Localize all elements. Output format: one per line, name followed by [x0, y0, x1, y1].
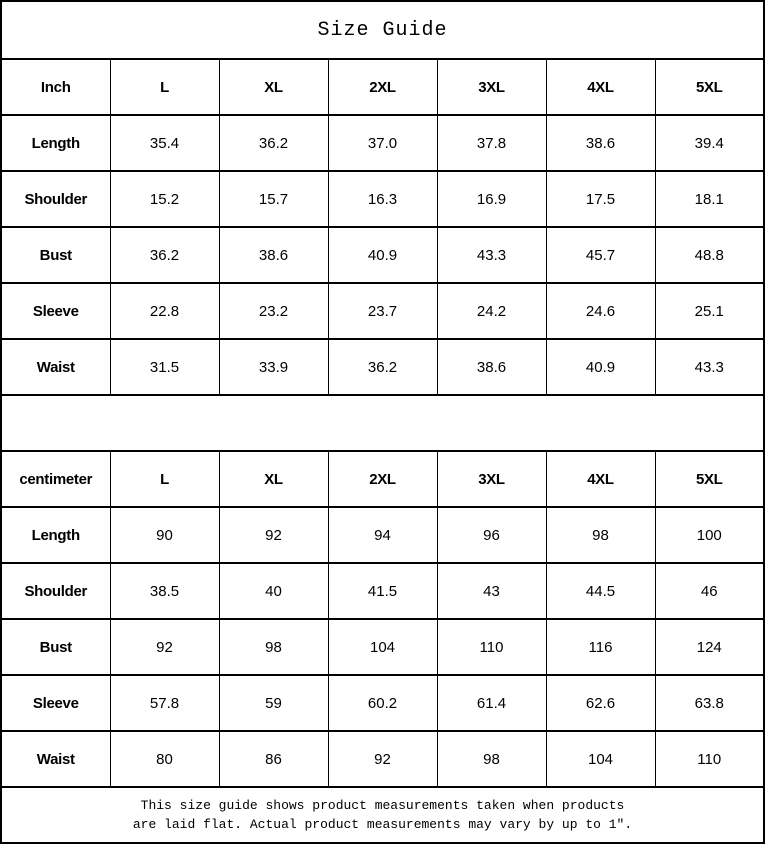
measurement-value: 15.7 [219, 171, 328, 227]
measurement-label: Length [1, 507, 110, 563]
measurement-value: 43.3 [655, 339, 764, 395]
measurement-value: 18.1 [655, 171, 764, 227]
measurement-value: 94 [328, 507, 437, 563]
measurement-value: 124 [655, 619, 764, 675]
measurement-value: 36.2 [328, 339, 437, 395]
measurement-value: 36.2 [110, 227, 219, 283]
measurement-label: Bust [1, 227, 110, 283]
footer-line-2: are laid flat. Actual product measurements may vary by up to 1″. [132, 817, 633, 832]
size-header-4xl: 4XL [546, 59, 655, 115]
measurement-value: 92 [328, 731, 437, 787]
measurement-value: 38.6 [219, 227, 328, 283]
table-row-cm-length [1, 507, 764, 563]
size-header-5xl: 5XL [655, 59, 764, 115]
measurement-value: 100 [655, 507, 764, 563]
size-header-2xl: 2XL [328, 59, 437, 115]
measurement-value: 110 [437, 619, 546, 675]
inch-header-row [1, 59, 764, 115]
measurement-value: 46 [655, 563, 764, 619]
measurement-value: 16.3 [328, 171, 437, 227]
unit-header-inch: Inch [1, 59, 110, 115]
measurement-value: 80 [110, 731, 219, 787]
measurement-value: 62.6 [546, 675, 655, 731]
measurement-value: 15.2 [110, 171, 219, 227]
table-row-cm-waist [1, 731, 764, 787]
table-row-inch-waist [1, 339, 764, 395]
measurement-label: Waist [1, 731, 110, 787]
measurement-value: 92 [219, 507, 328, 563]
table-row-inch-shoulder [1, 171, 764, 227]
measurement-value: 23.2 [219, 283, 328, 339]
measurement-value: 57.8 [110, 675, 219, 731]
title-row [1, 1, 764, 59]
measurement-label: Shoulder [1, 563, 110, 619]
spacer-row [1, 395, 764, 451]
measurement-value: 45.7 [546, 227, 655, 283]
measurement-value: 33.9 [219, 339, 328, 395]
measurement-value: 38.6 [546, 115, 655, 171]
measurement-value: 35.4 [110, 115, 219, 171]
measurement-value: 86 [219, 731, 328, 787]
measurement-value: 40.9 [546, 339, 655, 395]
footer-note [1, 787, 764, 843]
unit-header-centimeter: centimeter [1, 451, 110, 507]
measurement-label: Waist [1, 339, 110, 395]
measurement-value: 116 [546, 619, 655, 675]
measurement-label: Bust [1, 619, 110, 675]
measurement-value: 37.0 [328, 115, 437, 171]
size-header-4xl: 4XL [546, 451, 655, 507]
measurement-value: 22.8 [110, 283, 219, 339]
measurement-value: 24.2 [437, 283, 546, 339]
size-header-5xl: 5XL [655, 451, 764, 507]
size-header-2xl: 2XL [328, 451, 437, 507]
measurement-value: 25.1 [655, 283, 764, 339]
measurement-value: 37.8 [437, 115, 546, 171]
cm-header-row [1, 451, 764, 507]
measurement-value: 39.4 [655, 115, 764, 171]
measurement-value: 24.6 [546, 283, 655, 339]
size-header-xl: XL [219, 451, 328, 507]
table-row-cm-bust [1, 619, 764, 675]
measurement-value: 96 [437, 507, 546, 563]
measurement-value: 60.2 [328, 675, 437, 731]
measurement-value: 61.4 [437, 675, 546, 731]
measurement-value: 43 [437, 563, 546, 619]
size-header-3xl: 3XL [437, 59, 546, 115]
measurement-value: 104 [546, 731, 655, 787]
measurement-value: 36.2 [219, 115, 328, 171]
measurement-value: 90 [110, 507, 219, 563]
measurement-value: 48.8 [655, 227, 764, 283]
measurement-label: Sleeve [1, 675, 110, 731]
measurement-value: 92 [110, 619, 219, 675]
table-row-inch-bust [1, 227, 764, 283]
measurement-value: 44.5 [546, 563, 655, 619]
measurement-value: 40.9 [328, 227, 437, 283]
measurement-value: 17.5 [546, 171, 655, 227]
measurement-value: 59 [219, 675, 328, 731]
measurement-value: 104 [328, 619, 437, 675]
measurement-value: 16.9 [437, 171, 546, 227]
size-header-l: L [110, 451, 219, 507]
page-title: Size Guide [1, 1, 764, 59]
measurement-value: 38.5 [110, 563, 219, 619]
measurement-label: Length [1, 115, 110, 171]
measurement-value: 110 [655, 731, 764, 787]
footer-row [1, 787, 764, 843]
table-row-cm-sleeve [1, 675, 764, 731]
measurement-label: Sleeve [1, 283, 110, 339]
spacer-cell [1, 395, 764, 451]
footer-line-1: This size guide shows product measurements taken when products [140, 798, 625, 813]
measurement-value: 43.3 [437, 227, 546, 283]
measurement-value: 98 [437, 731, 546, 787]
size-header-xl: XL [219, 59, 328, 115]
measurement-value: 63.8 [655, 675, 764, 731]
measurement-label: Shoulder [1, 171, 110, 227]
measurement-value: 40 [219, 563, 328, 619]
size-header-3xl: 3XL [437, 451, 546, 507]
table-row-inch-length [1, 115, 764, 171]
measurement-value: 98 [546, 507, 655, 563]
measurement-value: 98 [219, 619, 328, 675]
measurement-value: 23.7 [328, 283, 437, 339]
measurement-value: 31.5 [110, 339, 219, 395]
table-row-cm-shoulder [1, 563, 764, 619]
measurement-value: 41.5 [328, 563, 437, 619]
table-row-inch-sleeve [1, 283, 764, 339]
size-header-l: L [110, 59, 219, 115]
measurement-value: 38.6 [437, 339, 546, 395]
